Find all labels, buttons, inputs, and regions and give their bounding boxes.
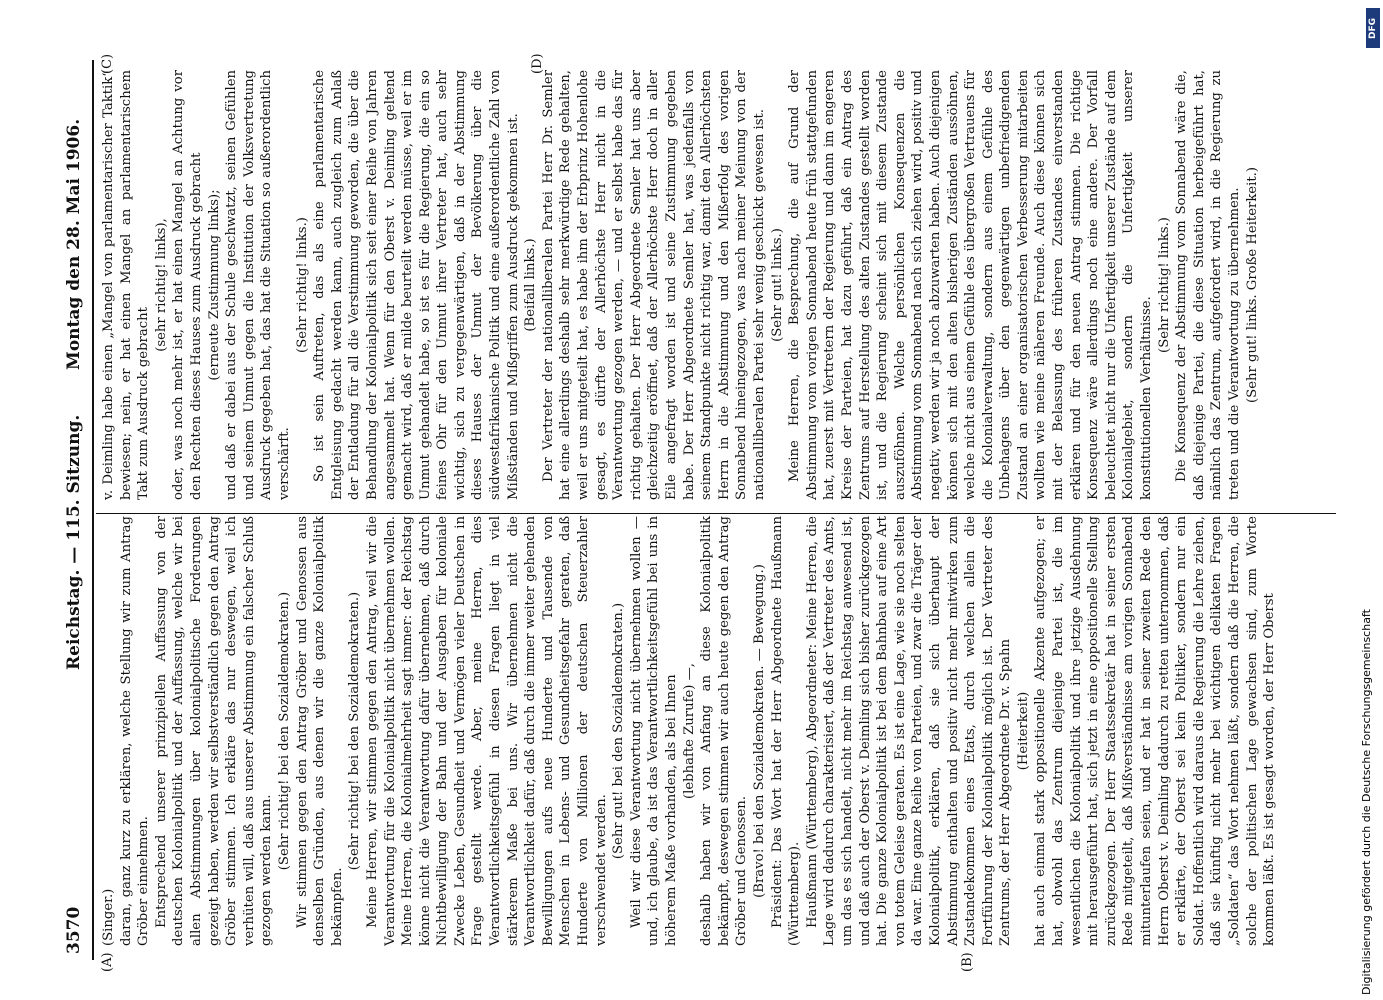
paragraph: (Sehr richtig! links.): [294, 217, 310, 353]
paragraph: So ist sein Auftreten, das als eine parlamentarische Entgleisung gedacht werden kann, auch zugleich zum Anlaß der Entladung für all die Verstimmung geworden, die über die Behandlung der Kolonialpolitik sich seit einer Reihe von Jahren angesammelt hat. Wenn für den Oberst v. Deimling geltend gemacht wird, daß er milde beurteilt werden müsse, weil er im Unmut gehandelt habe, so ist es für die Regierung, die ein so feines Ohr für den Unmut ihrer Vertreter hat, auch sehr wichtig, sich zu vergegenwärtigen, daß in der Abstimmung dieses Hauses der Unmut der Bevölkerung über die südwestafrikanische Politik und eine außerordentliche Zahl von Mißständen und Mißgriffen zum Ausdruck gekommen ist.: [312, 70, 521, 500]
paragraph: daran, ganz kurz zu erklären, welche Stellung wir zum Antrag Gröber einnehmen.: [118, 516, 152, 946]
digitization-credit: Digitalisierung gefördert durch die Deutsche Forschungsgemeinschaft: [1360, 609, 1373, 995]
left-text-column: [100, 516, 1279, 946]
paragraph: (Sehr gut! links. Große Heiterkeit.): [1244, 167, 1260, 403]
paragraph: (Heiterkeit): [1015, 691, 1031, 771]
paragraph: Entsprechend unserer prinzipiellen Auffassung von der deutschen Kolonialpolitik und der Auffassung, welche wir bei allen Abstimmungen über kolonialpolitische Forderungen gezeigt haben, werden wir selbstverständlich gegen den Antrag Gröber stimmen. Ich erkläre das nur deswegen, weil ich verhüten will, daß aus unserer Abstimmung ein falscher Schluß gezogen werden kann.: [153, 516, 275, 946]
margin-marker-c: (C): [100, 53, 115, 74]
paragraph: Meine Herren, wir stimmen gegen den Antrag, weil wir die Verantwortung für die Kolonialpolitik nicht übernehmen wollen. Meine Herren, die Kolonialmehrheit sagt immer: der Reichstag könne nicht die Verantwortung dafür übernehmen, daß durch Nichtbewilligung der Bahn und der Ausgaben für koloniale Zwecke Leben, Gesundheit und Vermögen vieler Deutschen in Frage gestellt werde. Aber, meine Herren, dies Verantwortlichkeitsgefühl in diesen Fragen liegt in viel stärkerem Maße bei uns. Wir übernehmen nicht die Verantwortlichkeit dafür, daß durch die immer weiter gehenden Bewilligungen aufs neue Hunderte und Tausende von Menschen in Lebens- und Gesundheitsgefahr geraten, daß Hunderte von Millionen der deutschen Steuerzahler verschwendet werden.: [364, 516, 609, 946]
page-header: [60, 60, 94, 960]
margin-marker-b: (B): [960, 952, 975, 972]
paragraph: v. Deimling habe einen „Mangel von parlamentarischer Taktik“ bewiesen; nein, er hat einen Mangel an parlamentarischem Takt zum Ausdruck gebracht: [101, 70, 152, 500]
paragraph: (Sehr richtig! bei den Sozialdemokraten.): [276, 591, 292, 871]
dfg-logo: DFG: [1366, 8, 1380, 48]
paragraph: und daß er dabei aus der Schule geschwatzt, seinen Gefühlen und seinem Unmut gegen die Institution der Volksvertretung Ausdruck gegeben hat, das hat die Situation so außerordentlich verschärft.: [224, 70, 292, 500]
header-left-title: Reichstag. — 115. Sitzung.: [64, 414, 84, 670]
paragraph: (Sehr richtig! bei den Sozialdemokraten.): [347, 591, 363, 871]
right-text-column: [100, 70, 1261, 500]
paragraph: Weil wir diese Verantwortung nicht übernehmen wollen — und, ich glaube, da ist das Verantwortlichkeitsgefühl bei uns in höherem Maße vorhanden, als bei Ihnen: [628, 516, 679, 946]
paragraph: Wir stimmen gegen den Antrag Gröber und Genossen aus denselben Gründen, aus denen wir die ganze Kolonialpolitik bekämpfen.: [294, 516, 345, 946]
paragraph: (lebhafte Zurufe) —,: [681, 663, 697, 799]
margin-marker-d: (D): [530, 53, 545, 74]
paragraph: (Sehr richtig! links.): [1156, 217, 1172, 353]
margin-marker-a: (A): [100, 952, 115, 972]
paragraph: Die Konsequenz der Abstimmung vom Sonnabend wäre die, daß diejenige Partei, die diese Situation herbeigeführt hat, nämlich das Zentrum, aufgefordert wird, in die Regierung zu treten und die Verantwortung zu übernehmen.: [1174, 70, 1242, 500]
paragraph: Der Vertreter der nationalliberalen Partei Herr Dr. Semler hat eine allerdings deshalb sehr merkwürdige Rede gehalten, weil er uns mitgeteilt hat, es habe ihm der Erbprinz Hohenlohe gesagt, es dürfte der Allerhöchste Herr nicht in die Verantwortung gezogen werden, — und er selbst habe das für richtig gehalten. Der Herr Abgeordnete Semler hat uns aber gleichzeitig eröffnet, daß der Allerhöchste Herr doch in aller Eile angefragt worden ist und seine Zustimmung gegeben habe. Der Herr Abgeordnete Semler hat, was jedenfalls von seinem Standpunkte nicht richtig war, damit den Allerhöchsten Herrn in die Abstimmung und den Mißerfolg des vorigen Sonnabend hineingezogen, was nach meiner Meinung von der nationalliberalen Partei sehr wenig geschickt gewesen ist.: [540, 70, 767, 500]
paragraph: (Singer.): [101, 888, 116, 946]
page-number: 3570: [64, 906, 84, 954]
paragraph: (Bravo! bei den Sozialdemokraten. — Bewegung.): [751, 564, 767, 898]
header-right-title: Montag den 28. Mai 1906.: [64, 118, 84, 370]
paragraph: (Beifall links.): [523, 238, 539, 332]
paragraph: hat auch einmal stark oppositionelle Akzente aufgezogen; er hat, obwohl das Zentrum diejenige Partei ist, die im wesentlichen die Kolonialpolitik und ihre jetzige Ausdehnung mit herausgeführt hat, sich jetzt in eine oppositionelle Stellung zurückgezogen. Der Herr Staatssekretär hat in seiner ersten Rede mitgeteilt, daß Mißverständnisse am vorigen Sonnabend mitunterlaufen seien, und er hat in seiner zweiten Rede den Herrn Oberst v. Deimling dadurch zu retten unternommen, daß er erklärte, der Oberst sei kein Politiker, sondern nur ein Soldat. Hoffentlich wird daraus die Regierung die Lehre ziehen, daß sie künftig nicht mehr bei wichtigen delikaten Fragen „Soldaten“ das Wort nehmen läßt, sondern daß die Herren, die solche der politischen Lage gewachsen sind, zum Worte kommen läßt. Es ist gesagt worden, der Herr Oberst: [1033, 516, 1278, 946]
paragraph: (erneute Zustimmung links);: [206, 189, 222, 381]
paragraph: (sehr richtig! links),: [153, 218, 169, 352]
paragraph: Haußmann (Württemberg), Abgeordneter: Meine Herren, die Lage wird dadurch charakterisiert, daß der Vertreter des Amts, um das es sich handelt, nicht mehr im Reichstag anwesend ist, und daß auch der Oberst v. Deimling sich bisher zurückgezogen hat. Die ganze Kolonialpolitik ist bei dem Bahnbau auf eine Art von totem Geleise geraten. Es ist eine Lage, wie sie noch selten da war. Eine ganze Reihe von Parteien, und zwar die Träger der Kolonialpolitik, erklären, daß sie sich überhaupt der Abstimmung enthalten und positiv nicht mehr mitwirken zum Zustandekommen eines Etats, durch welchen allein die Fortführung der Kolonialpolitik möglich ist. Der Vertreter des Zentrums, der Herr Abgeordnete Dr. v. Spahn: [804, 516, 1014, 946]
paragraph: (Sehr gut! links.): [769, 228, 785, 342]
column-divider: [96, 513, 1336, 514]
paragraph: (Sehr gut! bei den Sozialdemokraten.): [611, 602, 627, 860]
paragraph: deshalb haben wir von Anfang an diese Kolonialpolitik bekämpft, deswegen stimmen wir auch heute gegen den Antrag Gröber und Genossen.: [699, 516, 750, 946]
rotated-document-page: [60, 53, 1360, 972]
paragraph: oder, was noch mehr ist, er hat einen Mangel an Achtung vor den Rechten dieses Hauses zum Ausdruck gebracht: [171, 70, 204, 500]
paragraph: Meine Herren, die Besprechung, die auf Grund der Abstimmung vom vorigen Sonnabend heute früh stattgefunden hat, zuerst mit Vertretern der Regierung und dann im engeren Kreise der Parteien, hat dazu geführt, daß ein Antrag des Zentrums auf Herstellung des alten Zustandes gestellt worden ist, und die Regierung scheint sich mit diesem Zustande auszuföhnen. Welche persönlichen Konsequenzen die Abstimmung vom Sonnabend nach sich ziehen wird, positiv und negativ, werden wir ja noch abzuwarten haben. Auch diejenigen können sich mit den alten bisherigen Zuständen aussöhnen, welche nicht aus einem Gefühle des übergroßen Vertrauens für die Kolonialverwaltung, sondern aus einem Gefühle des Unbehagens über den gegenwärtigen unbefriedigenden Zustand an einer organisatorischen Verbesserung mitarbeiten wollten wie meine näheren Freunde. Auch diese können sich mit der Belassung des früheren Zustandes einverstanden erklären und für den neuen Antrag stimmen. Die richtige Konsequenz wäre allerdings noch eine andere. Der Vorfall beleuchtet nicht nur die Unfertigkeit unserer Zustände auf dem Kolonialgebiet, sondern die Unfertigkeit unserer konstitutionellen Verhältnisse.: [787, 70, 1155, 500]
paragraph: Präsident: Das Wort hat der Herr Abgeordnete Haußmann (Württemberg).: [769, 516, 803, 946]
